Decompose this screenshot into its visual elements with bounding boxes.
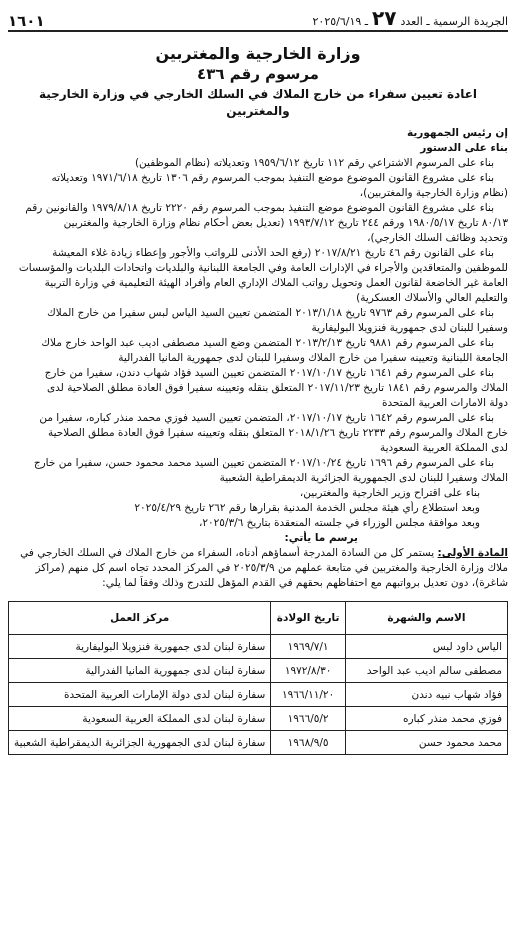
- birth-date-cell: ١٩٦٨/٩/٥: [271, 731, 346, 755]
- preamble-line: دولة الامارات العربية المتحدة: [381, 397, 508, 409]
- preamble-line: بناء على اقتراح وزير الخارجية والمغتربين،: [299, 487, 480, 499]
- table-row: [9, 683, 508, 707]
- preamble-line: العامة غير الخاضعة لقانون العمل وتحويل رواتب الملاك الإداري العام وأفراد الهيئة التعليمية في وزارة التربية: [44, 277, 508, 289]
- preamble-line: بناء على المرسوم الاشتراعي رقم ١١٢ تاريخ ١٩٥٩/٦/١٢ وتعديلاته (نظام الموظفين): [134, 157, 494, 169]
- name-cell: فؤاد شهاب نبيه دندن: [345, 683, 507, 707]
- preamble-lines: [8, 156, 508, 531]
- article-1-first-line: [8, 546, 508, 561]
- preamble-line: بناء على مشروع القانون الموضوع موضع التنفيذ بموجب المرسوم رقم ١٣٠٦ تاريخ ١٩٧١/٦/١٨ وتعديلاته: [51, 172, 494, 184]
- name-cell: مصطفى سالم اديب عبد الواحد: [345, 659, 507, 683]
- article-1-line: ملاك وزارة الخارجية والمغتربين في متابعة عملهم من ٢٠٢٥/٣/٩ في المركز المحدد تجاه اسم كل منهم (مراكز: [35, 562, 508, 574]
- journal-name: الجريدة الرسمية ـ العدد: [400, 15, 508, 28]
- preamble-line: (نظام وزارة الخارجية والمغتربين)،: [359, 187, 508, 199]
- preamble-line: بناء على مشروع القانون الموضوع موضع التنفيذ بموجب المرسوم رقم ٢٢٢٠ تاريخ ١٩٧٩/٨/١٨ والقانونين رقم: [25, 202, 494, 214]
- decree-phrase: يرسم ما يأتي:: [284, 532, 358, 544]
- preamble-line: بناء على المرسوم رقم ١٦٩٦ تاريخ ٢٠١٧/١٠/٢٤ المتضمن تعيين السيد محمد محمود حسن، سفيرا من خارج: [33, 457, 494, 469]
- issue-date: ـ ٢٠٢٥/٦/١٩: [312, 15, 369, 28]
- table-row: [9, 707, 508, 731]
- preamble-line: الجامعة اللبنانية وتعيينه سفيرا من خارج الملاك وسفيرا للبنان لدى جمهورية المانيا الفدرالية: [118, 352, 508, 364]
- birth-date-cell: ١٩٦٦/٥/٢: [271, 707, 346, 731]
- issue-number: ٢٧: [372, 6, 397, 30]
- page-number: ١٦٠١: [8, 12, 45, 30]
- name-cell: محمد محمود حسن: [345, 731, 507, 755]
- preamble-line: بناء على المرسوم رقم ١٦٤١ تاريخ ٢٠١٧/١٠/١٧ المتضمن تعيين السيد فؤاد شهاب دندن، سفيرا من خارج: [44, 367, 494, 379]
- article-1-text: يستمر كل من السادة المدرجة أسماؤهم أدناه، السفراء من خارج الملاك في السلك الخارجي في: [20, 547, 435, 559]
- table-row: [9, 659, 508, 683]
- article-1-label: المادة الأولى:: [437, 547, 508, 559]
- post-cell: سفارة لبنان لدى المملكة العربية السعودية: [9, 707, 271, 731]
- preamble-line: وبعد استطلاع رأي هيئة مجلس الخدمة المدنية بقرارها رقم ٢٦٢ تاريخ ٢٠٢٥/٤/٢٩: [134, 502, 480, 514]
- preamble-line: للموظفين والمتعاقدين والأجراء في الإدارات العامة وفي الجامعة اللبنانية والبلديات واتحادات البلديات والمؤسسات: [18, 262, 508, 274]
- preamble-line: ٨٠/١٣ تاريخ ١٩٨٠/٥/١٧ ورقم ٢٤٤ تاريخ ١٩٩٣/٧/١٢ (تعديل بعض أحكام نظام وزارة الخارجية والمغتربين: [63, 217, 508, 229]
- preamble-line: بناء على المرسوم رقم ٩٨٨١ تاريخ ٢٠١٣/٢/١٣ المتضمن وضع السيد مصطفى اديب عبد الواحد خارج ملاك: [41, 337, 494, 349]
- post-cell: سفارة لبنان لدى الجمهورية الجزائرية الديمقراطية الشعبية: [9, 731, 271, 755]
- ambassadors-table: [8, 601, 508, 755]
- preamble-line: الملاك والمرسوم رقم ١٨٤١ تاريخ ٢٠١٧/١١/٢٣ المتعلق بنقله وتعيينه سفيرا فوق العادة مطلق الصلاحية لدى: [46, 382, 508, 394]
- article-1-line: شاغرة)، دون تعديل برواتبهم مع احتفاظهم بحقهم في القدم المؤهل للتدرج وذلك وفقاً لما يلي:: [102, 577, 508, 589]
- header-birth-date: تاريخ الولادة: [271, 602, 346, 635]
- preamble-line: لدى المملكة العربية السعودية: [380, 442, 508, 454]
- preamble-line: والتعليم العالي والأسلاك العسكرية): [356, 292, 508, 304]
- decree-title: مرسوم رقم ٤٣٦: [197, 65, 319, 83]
- preamble-line: الملاك وسفيرا للبنان لدى الجمهورية الجزائرية الديمقراطية الشعبية: [219, 472, 508, 484]
- preamble-line: بناء على المرسوم رقم ٩٧٦٣ تاريخ ٢٠١٣/١/١٨ المتضمن تعيين السيد الياس لبس سفيرا من خارج الملاك: [47, 307, 494, 319]
- post-cell: سفارة لبنان لدى جمهورية المانيا الفدرالية: [9, 659, 271, 683]
- header-post: مركز العمل: [9, 602, 271, 635]
- post-cell: سفارة لبنان لدى دولة الإمارات العربية المتحدة: [9, 683, 271, 707]
- president-line: إن رئيس الجمهورية: [406, 127, 508, 139]
- preamble-line: وبعد موافقة مجلس الوزراء في جلسته المنعقدة بتاريخ ٢٠٢٥/٣/٦،: [198, 517, 480, 529]
- birth-date-cell: ١٩٧٢/٨/٣٠: [271, 659, 346, 683]
- running-header: [8, 0, 508, 32]
- decree-subject: اعادة تعيين سفراء من خارج الملاك في السلك الخارجي في وزارة الخارجية والمغتربين: [38, 87, 478, 118]
- preamble-line: وسفيرا للبنان لدى جمهورية فنزويلا البوليفارية: [311, 322, 508, 334]
- birth-date-cell: ١٩٦٦/١١/٢٠: [271, 683, 346, 707]
- birth-date-cell: ١٩٦٩/٧/١: [271, 635, 346, 659]
- table-body: [9, 635, 508, 755]
- preamble-line: بناء على القانون رقم ٤٦ تاريخ ٢٠١٧/٨/٢١ (رفع الحد الأدنى للرواتب والأجور وإعطاء زيادة غلاء المعيشة: [52, 247, 494, 259]
- ministry-title: وزارة الخارجية والمغتربين: [155, 44, 361, 63]
- post-cell: سفارة لبنان لدى جمهورية فنزويلا البوليفارية: [9, 635, 271, 659]
- preamble-line: خارج الملاك والمرسوم رقم ٢٢٣٣ تاريخ ٢٠١٨/١/٢٦ المتعلق بنقله وتعيينه سفيرا فوق العادة مطلق الصلاحية: [47, 427, 508, 439]
- header-name: الاسم والشهرة: [345, 602, 507, 635]
- name-cell: الياس داود لبس: [345, 635, 507, 659]
- table-header-row: [9, 602, 508, 635]
- constitution-line: بناء على الدستور: [420, 142, 508, 154]
- name-cell: فوزي محمد منذر كباره: [345, 707, 507, 731]
- table-row: [9, 731, 508, 755]
- journal-info: [313, 6, 508, 30]
- decree-body: [8, 126, 508, 591]
- preamble-line: وتحديد وظائف السلك الخارجي)،: [367, 232, 508, 244]
- table-row: [9, 635, 508, 659]
- preamble-line: بناء على المرسوم رقم ١٦٤٢ تاريخ ٢٠١٧/١٠/١٧، المتضمن تعيين السيد فوزي محمد منذر كباره، سفيرا من: [39, 412, 494, 424]
